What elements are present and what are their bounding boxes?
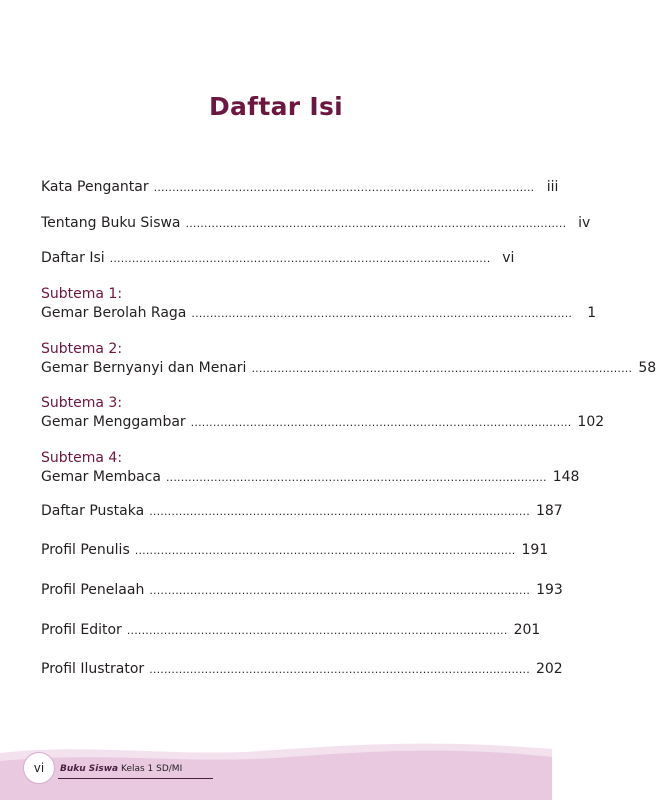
toc-entry-kata-pengantar[interactable] [41,179,559,199]
toc-entry-page: 202 [535,661,563,677]
leader-dots: ....................................................................................................... [251,362,633,375]
toc-entry-label: Daftar Pustaka [41,503,145,519]
footer-underline [58,778,213,779]
toc-entry-label: Gemar Membaca [41,469,161,485]
toc-entry-profil-penelaah[interactable] [41,582,563,602]
leader-dots: ....................................................................................................... [153,181,535,194]
toc-entry-page: 58 [638,360,656,376]
leader-dots: ....................................................................................................... [185,217,567,230]
subtema-heading: Subtema 2: [41,341,123,357]
toc-entry-page: iii [546,179,559,195]
leader-dots: ....................................................................................................... [134,544,516,557]
toc-entry-profil-penulis[interactable] [41,542,549,562]
toc-entry-subtema-2[interactable] [41,341,656,381]
toc-entry-label: Profil Penulis [41,542,130,558]
toc-entry-label: Profil Penelaah [41,582,145,598]
toc-entry-page: 102 [577,414,605,430]
page-number-badge: vi [23,752,55,784]
subtema-heading: Subtema 1: [41,286,123,302]
leader-dots: ....................................................................................................... [190,416,572,429]
leader-dots: ....................................................................................................... [191,307,573,320]
toc-entry-label: Gemar Berolah Raga [41,305,187,321]
subtema-heading: Subtema 4: [41,450,123,466]
toc-entry-subtema-4[interactable] [41,450,580,490]
leader-dots: ....................................................................................................... [126,624,508,637]
toc-entry-page: 201 [513,622,541,638]
footer-book-class: Kelas 1 SD/MI [120,764,183,774]
toc-entry-daftar-pustaka[interactable] [41,503,563,523]
leader-dots: ....................................................................................................... [149,584,531,597]
footer-book-title: Buku Siswa [60,764,119,774]
toc-entry-label: Tentang Buku Siswa [41,215,181,231]
page-title: Daftar Isi [208,92,344,121]
leader-dots: ....................................................................................................... [149,663,530,676]
toc-entry-page: 148 [552,469,580,485]
leader-dots: ....................................................................................................... [149,505,530,518]
toc-entry-profil-editor[interactable] [41,622,541,642]
leader-dots: ....................................................................................................... [109,252,491,265]
leader-dots: ....................................................................................................... [165,471,547,484]
toc-entry-label: Kata Pengantar [41,179,149,195]
toc-entry-label: Profil Editor [41,622,122,638]
toc-entry-page: 1 [587,305,597,321]
toc-entry-label: Profil Ilustrator [41,661,145,677]
toc-entry-page: vi [502,250,515,266]
subtema-heading: Subtema 3: [41,395,123,411]
toc-entry-page: 191 [521,542,549,558]
toc-entry-label: Gemar Menggambar [41,414,186,430]
toc-entry-subtema-1[interactable] [41,286,597,326]
toc-entry-label: Daftar Isi [41,250,105,266]
toc-entry-profil-ilustrator[interactable] [41,661,563,681]
toc-entry-tentang-buku-siswa[interactable] [41,215,591,235]
toc-entry-page: 187 [535,503,563,519]
toc-entry-label: Gemar Bernyanyi dan Menari [41,360,247,376]
footer-book-info [60,764,182,774]
toc-entry-daftar-isi[interactable] [41,250,515,270]
toc-entry-subtema-3[interactable] [41,395,605,435]
toc-entry-page: 193 [536,582,563,598]
toc-entry-page: iv [578,215,591,231]
